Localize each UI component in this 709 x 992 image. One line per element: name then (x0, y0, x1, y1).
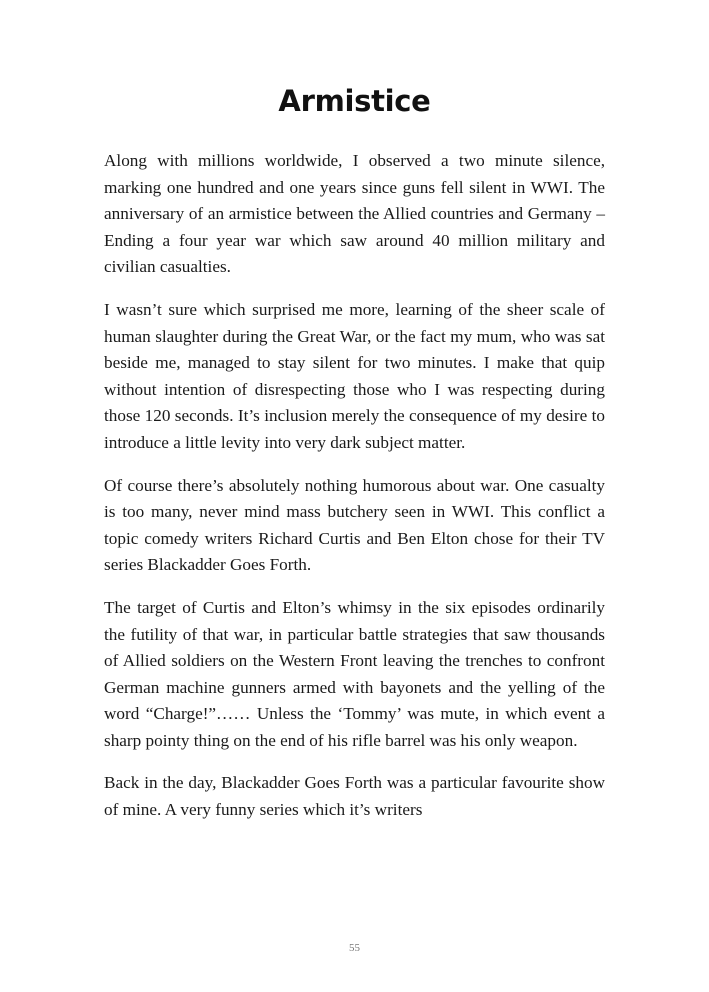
paragraph: Along with millions worldwide, I observed a two minute silence, marking one hundred and one years since guns fell silent in WWI. The anniversary of an armistice between the Allied countries and Germany – Ending a four year war which saw around 40 million military and civilian casualties. (104, 151, 605, 277)
page-title: Armistice (278, 84, 431, 118)
paragraph: I wasn’t sure which surprised me more, learning of the sheer scale of human slaughter during the Great War, or the fact my mum, who was sat beside me, managed to stay silent for two minutes. I make that quip without intention of disrespecting those who I was respecting during those 120 seconds. It’s inclusion merely the consequence of my desire to introduce a little levity into very dark subject matter. (104, 299, 605, 452)
paragraph: The target of Curtis and Elton’s whimsy in the six episodes ordinarily the futility of that war, in particular battle strategies that saw thousands of Allied soldiers on the Western Front leaving the trenches to confront German machine gunners armed with bayonets and the yelling of the word “Charge!”…… Unless the ‘Tommy’ was mute, in which event a sharp pointy thing on the end of his rifle barrel was his only weapon. (104, 597, 605, 750)
page-number: 55 (349, 942, 360, 954)
paragraph: Back in the day, Blackadder Goes Forth was a particular favourite show of mine. A very funny series which it’s writers (104, 773, 605, 820)
body-text (104, 148, 605, 840)
paragraph: Of course there’s absolutely nothing humorous about war. One casualty is too many, never mind mass butchery seen in WWI. This conflict a topic comedy writers Richard Curtis and Ben Elton chose for their TV series Blackadder Goes Forth. (104, 475, 605, 575)
